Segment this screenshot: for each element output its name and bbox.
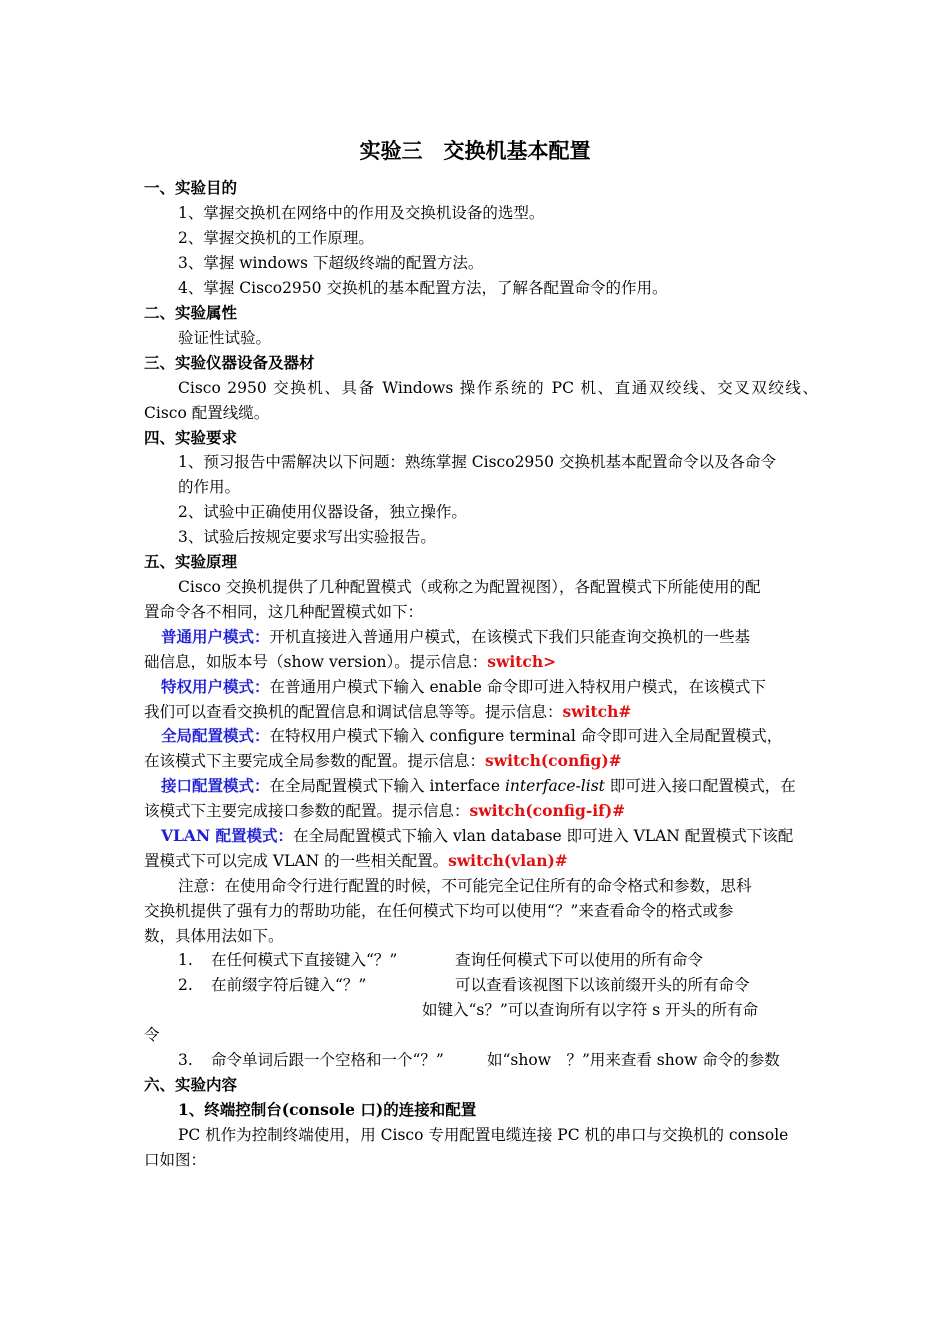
section-heading-3: 三、实验仪器设备及器材 <box>144 353 315 372</box>
paragraph: PC 机作为控制终端使用，用 Cisco 专用配置电缆连接 PC 机的串口与交换机的 console <box>178 1126 789 1144</box>
mode-description: 础信息，如版本号（show version）。提示信息：switch> <box>144 652 557 671</box>
list-item: 4、掌握 Cisco2950 交换机的基本配置方法，了解各配置命令的作用。 <box>178 279 668 297</box>
help-desc: 令 <box>144 1026 160 1044</box>
mode-description: 普通用户模式：开机直接进入普通用户模式，在该模式下我们只能查询交换机的一些基 <box>161 627 751 646</box>
mode-description: 在该模式下主要完成全局参数的配置。提示信息：switch(config)# <box>144 751 622 770</box>
mode-description: 该模式下主要完成接口参数的配置。提示信息：switch(config-if)# <box>144 801 626 820</box>
list-item: 1、掌握交换机在网络中的作用及交换机设备的选型。 <box>178 204 545 222</box>
list-item: 1、预习报告中需解决以下问题：熟练掌握 Cisco2950 交换机基本配置命令以及各命令 <box>178 453 776 471</box>
paragraph: 口如图： <box>144 1151 207 1169</box>
mode-label: 全局配置模式： <box>161 726 270 745</box>
section-heading-1: 一、实验目的 <box>144 178 238 197</box>
list-item: 的作用。 <box>178 478 241 496</box>
note-paragraph: 注意：在使用命令行进行配置的时候，不可能完全记住所有的命令格式和参数，思科 <box>178 877 752 895</box>
list-item: 3、掌握 windows 下超级终端的配置方法。 <box>178 254 484 272</box>
subsection-heading: 1、终端控制台(console 口)的连接和配置 <box>178 1100 477 1119</box>
mode-description: VLAN 配置模式：在全局配置模式下输入 vlan database 即可进入 VLAN 配置模式下该配 <box>161 826 794 845</box>
mode-description: 全局配置模式：在特权用户模式下输入 configure terminal 命令即可进入全局配置模式， <box>161 726 783 745</box>
prompt-text: switch(config)# <box>485 751 622 770</box>
paragraph: Cisco 2950 交换机、具备 Windows 操作系统的 PC 机、直通双绞线、交叉双绞线、 <box>178 379 818 397</box>
help-action: 命令单词后跟一个空格和一个“？” <box>211 1051 444 1069</box>
paragraph: 验证性试验。 <box>178 329 272 347</box>
section-heading-4: 四、实验要求 <box>144 428 238 447</box>
note-paragraph: 数，具体用法如下。 <box>144 927 284 945</box>
mode-label: 接口配置模式： <box>161 776 270 795</box>
help-desc: 查询任何模式下可以使用的所有命令 <box>455 951 704 969</box>
mode-label: 特权用户模式： <box>161 677 270 696</box>
paragraph: Cisco 配置线缆。 <box>144 404 270 422</box>
help-num: 3. <box>178 1051 193 1069</box>
mode-label: 普通用户模式： <box>161 627 270 646</box>
section-heading-6: 六、实验内容 <box>144 1075 238 1094</box>
mode-description: 特权用户模式：在普通用户模式下输入 enable 命令即可进入特权用户模式，在该模式下 <box>161 677 766 696</box>
prompt-text: switch> <box>487 652 557 671</box>
help-desc: 可以查看该视图下以该前缀开头的所有命令 <box>455 976 750 994</box>
help-desc: 如键入“s？”可以查询所有以字符 s 开头的所有命 <box>422 1001 759 1019</box>
note-paragraph: 交换机提供了强有力的帮助功能，在任何模式下均可以使用“？”来查看命令的格式或参 <box>144 902 734 920</box>
paragraph: 置命令各不相同，这几种配置模式如下： <box>144 603 424 621</box>
section-heading-2: 二、实验属性 <box>144 303 238 322</box>
mode-description: 置模式下可以完成 VLAN 的一些相关配置。switch(vlan)# <box>144 851 568 870</box>
help-num: 1. <box>178 951 193 969</box>
prompt-text: switch(config-if)# <box>469 801 626 820</box>
mode-description: 接口配置模式：在全局配置模式下输入 interface interface-list 即可进入接口配置模式，在 <box>161 776 796 795</box>
list-item: 3、试验后按规定要求写出实验报告。 <box>178 528 436 546</box>
mode-label: VLAN 配置模式： <box>161 826 294 845</box>
list-item: 2、掌握交换机的工作原理。 <box>178 229 374 247</box>
prompt-text: switch# <box>562 702 632 721</box>
page-title: 实验三 交换机基本配置 <box>359 138 591 163</box>
prompt-text: switch(vlan)# <box>448 851 568 870</box>
section-heading-5: 五、实验原理 <box>144 552 238 571</box>
help-action: 在任何模式下直接键入“？” <box>211 951 398 969</box>
help-desc: 如“show ？”用来查看 show 命令的参数 <box>487 1051 780 1069</box>
help-num: 2. <box>178 976 193 994</box>
list-item: 2、试验中正确使用仪器设备，独立操作。 <box>178 503 467 521</box>
paragraph: Cisco 交换机提供了几种配置模式（或称之为配置视图），各配置模式下所能使用的配 <box>178 578 761 596</box>
help-action: 在前缀字符后键入“？” <box>211 976 367 994</box>
mode-description: 我们可以查看交换机的配置信息和调试信息等等。提示信息：switch# <box>144 702 632 721</box>
